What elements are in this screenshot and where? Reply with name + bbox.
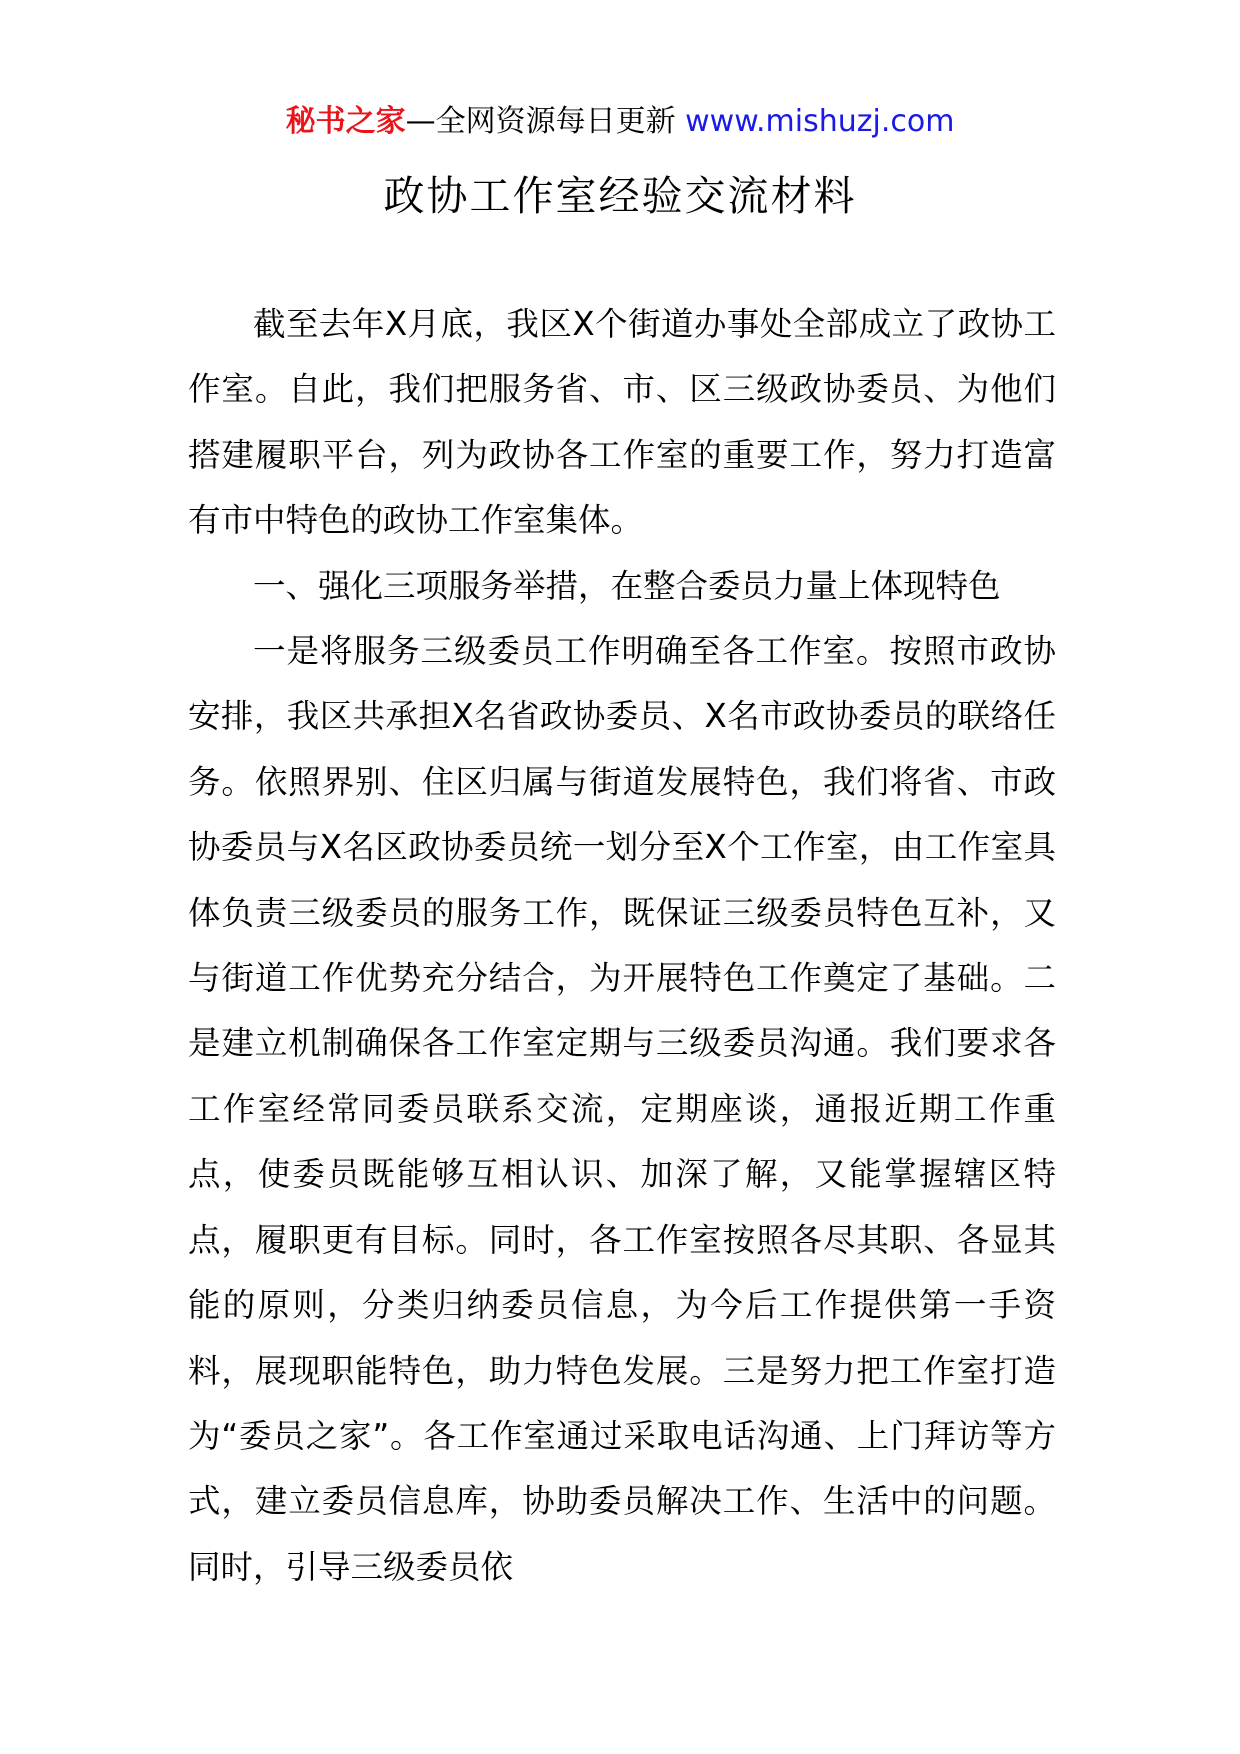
paragraph-measures: 一是将服务三级委员工作明确至各工作室。按照市政协安排，我区共承担X名省政协委员、X名市政协委员的联络任务。依照界别、住区归属与街道发展特色，我们将省、市政协委员与X名区政协委员统一划分至X个工作室，由工作室具体负责三级委员的服务工作，既保证三级委员特色互补，又与街道工作优势充分结合，为开展特色工作奠定了基础。二是建立机制确保各工作室定期与三级委员沟通。我们要求各工作室经常同委员联系交流，定期座谈，通报近期工作重点，使委员既能够互相认识、加深了解，又能掌握辖区特点，履职更有目标。同时，各工作室按照各尽其职、各显其能的原则，分类归纳委员信息，为今后工作提供第一手资料，展现职能特色，助力特色发展。三是努力把工作室打造为“委员之家”。各工作室通过采取电话沟通、上门拜访等方式，建立委员信息库，协助委员解决工作、生活中的问题。同时，引导三级委员依 [188, 632, 1056, 1586]
document-title: 政协工作室经验交流材料 [383, 172, 857, 220]
header-tagline: —全网资源每日更新 [405, 104, 676, 139]
header-banner [0, 100, 1240, 144]
paragraph-intro: 截至去年X月底，我区X个街道办事处全部成立了政协工作室。自此，我们把服务省、市、区三级政协委员、为他们搭建履职平台，列为政协各工作室的重要工作，努力打造富有市中特色的政协工作室集体。 [188, 305, 1056, 540]
site-url: www.mishuzj.com [685, 104, 955, 139]
brand-name: 秘书之家 [285, 104, 406, 139]
section-heading-1: 一、强化三项服务举措，在整合委员力量上体现特色 [253, 566, 1001, 605]
document-body [188, 292, 1056, 1600]
